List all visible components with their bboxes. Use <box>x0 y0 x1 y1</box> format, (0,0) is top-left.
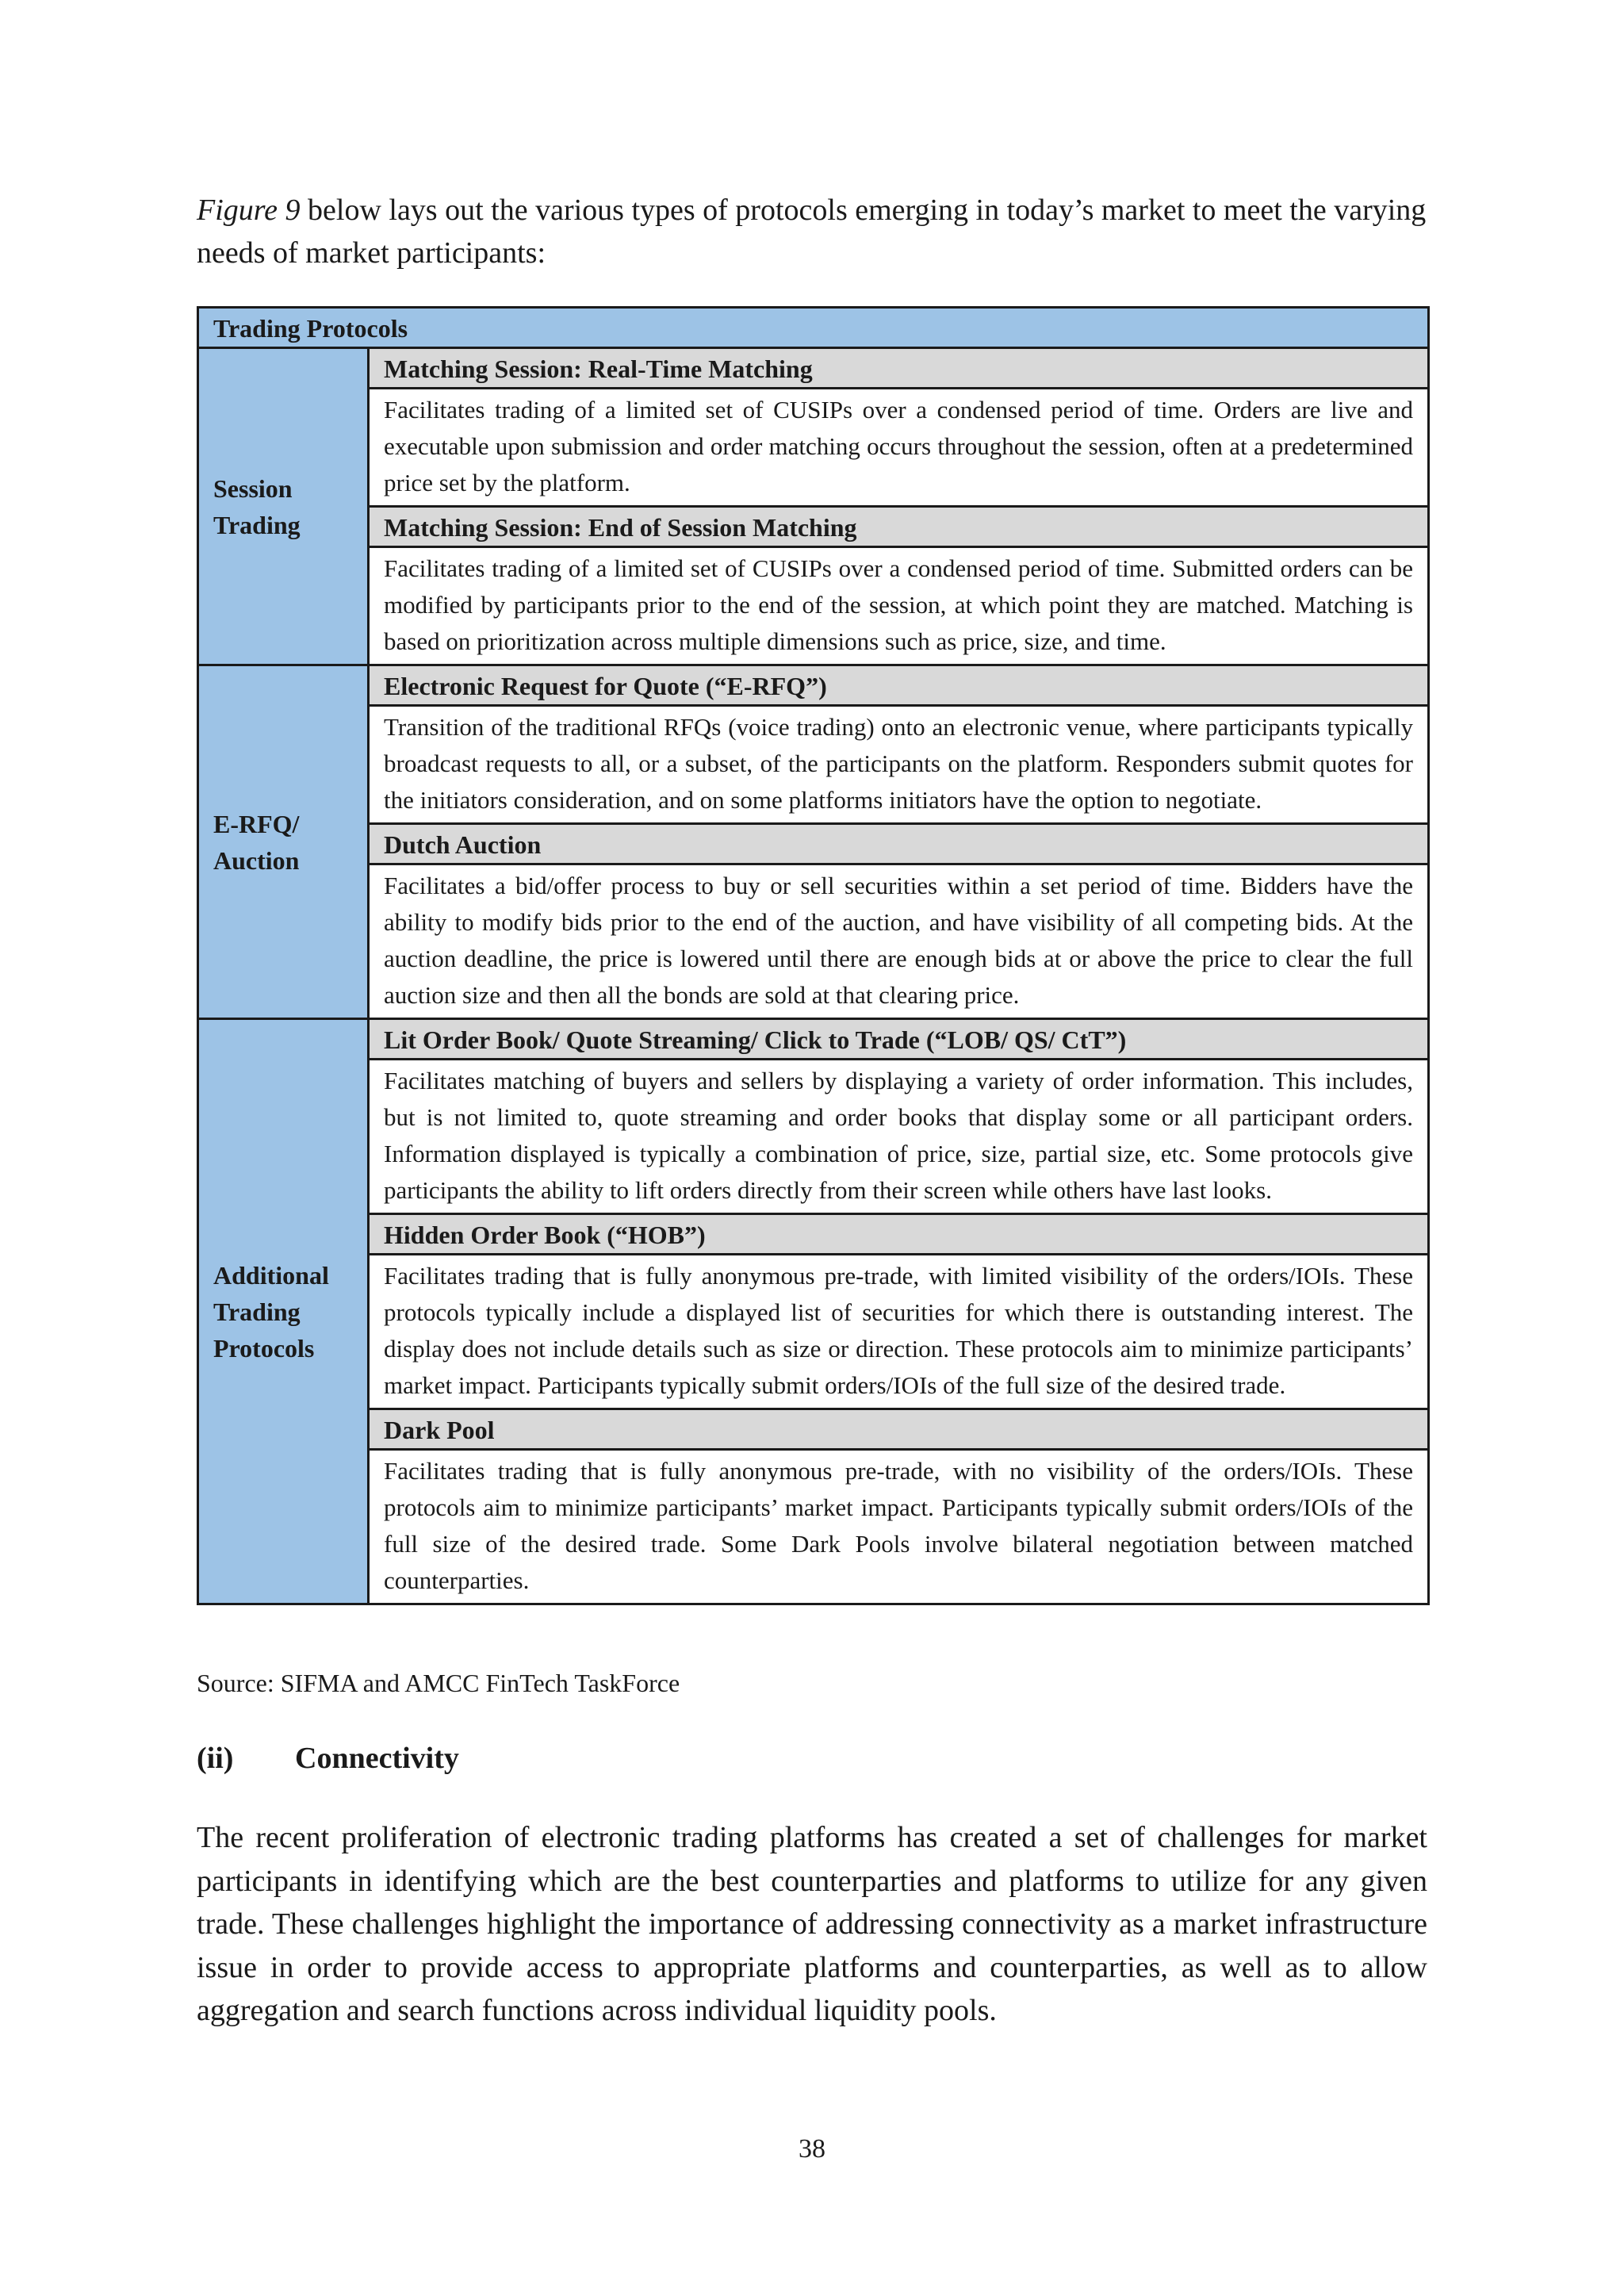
table-row <box>198 1060 1429 1214</box>
protocol-name: Electronic Request for Quote (“E-RFQ”) <box>369 665 1429 706</box>
category-label: Additional Trading Protocols <box>213 1260 329 1363</box>
protocol-description: Transition of the traditional RFQs (voice trading) onto an electronic venue, where participants typically broadcast requests to all, or a subset, of the participants on the platform. Responders submit quotes for the initiators consideration, and on some platforms initiators have the option to negotiate. <box>369 706 1429 824</box>
intro-text: below lays out the various types of protocols emerging in today’s market to meet the varying needs of market participants: <box>197 194 1427 270</box>
protocol-name: Dutch Auction <box>369 824 1429 864</box>
body-paragraph: The recent proliferation of electronic trading platforms has created a set of challenges for market participants in identifying which are the best counterparties and platforms to utilize for any given trade. These challenges highlight the importance of addressing connectivity as a market infrastructure issue in order to provide access to appropriate platforms and counterparties, as well as to allow aggregation and search functions across individual liquidity pools. <box>197 1821 1427 2027</box>
table-row <box>198 824 1429 864</box>
protocol-description: Facilitates matching of buyers and sellers by displaying a variety of order information. This includes, but is not limited to, quote streaming and order books that display some or all participant orders. Information displayed is typically a combination of price, size, partial size, etc. Some protocols give participants the ability to lift orders directly from their screen while others have last looks. <box>369 1060 1429 1214</box>
table-row <box>198 864 1429 1019</box>
protocol-description: Facilitates trading that is fully anonymous pre-trade, with limited visibility of the orders/IOIs. These protocols typically include a displayed list of securities for which there is outstanding interest. The display does not include details such as size or direction. These protocols aim to minimize participants’ market impact. Participants typically submit orders/IOIs of the full size of the desired trade. <box>369 1255 1429 1409</box>
page-number: 38 <box>799 2134 825 2164</box>
table-row <box>198 389 1429 507</box>
table-row <box>198 706 1429 824</box>
protocol-name: Lit Order Book/ Quote Streaming/ Click to Trade (“LOB/ QS/ CtT”) <box>369 1019 1429 1060</box>
protocol-name: Matching Session: Real-Time Matching <box>369 348 1429 389</box>
intro-paragraph <box>197 189 1427 274</box>
category-label: E-RFQ/ Auction <box>213 809 300 875</box>
table-row <box>198 547 1429 665</box>
protocol-description: Facilitates trading of a limited set of CUSIPs over a condensed period of time. Orders are live and executable upon submission and order matching occurs throughout the session, often at a predetermined price set by the platform. <box>369 389 1429 507</box>
category-additional-trading-protocols <box>198 1019 369 1604</box>
table-row <box>198 665 1429 706</box>
table-row <box>198 348 1429 389</box>
table-row <box>198 507 1429 547</box>
table-row <box>198 1019 1429 1060</box>
protocol-description: Facilitates a bid/offer process to buy or sell securities within a set period of time. Bidders have the ability to modify bids prior to the end of the auction, and have visibility of all competing bids. At the auction deadline, the price is lowered until there are enough bids at or above the price to clear the full auction size and then all the bonds are sold at that clearing price. <box>369 864 1429 1019</box>
table-title: Trading Protocols <box>198 308 1429 348</box>
trading-protocols-table <box>197 306 1430 1605</box>
protocol-name: Hidden Order Book (“HOB”) <box>369 1214 1429 1255</box>
section-number: (ii) <box>197 1742 234 1775</box>
protocol-name: Matching Session: End of Session Matching <box>369 507 1429 547</box>
table-row <box>198 1214 1429 1255</box>
section-title: Connectivity <box>295 1742 459 1775</box>
category-label: Session Trading <box>213 473 301 539</box>
section-heading <box>197 1737 459 1780</box>
protocol-description: Facilitates trading of a limited set of CUSIPs over a condensed period of time. Submitted orders can be modified by participants prior to the end of the session, at which point they are matched. Matching is based on prioritization across multiple dimensions such as price, size, and time. <box>369 547 1429 665</box>
table-row <box>198 1450 1429 1604</box>
figure-reference: Figure 9 <box>197 194 301 227</box>
source-note: Source: SIFMA and AMCC FinTech TaskForce <box>197 1669 680 1697</box>
category-erfq-auction <box>198 665 369 1019</box>
protocol-description: Facilitates trading that is fully anonymous pre-trade, with no visibility of the orders/IOIs. These protocols aim to minimize participants’ market impact. Participants typically submit orders/IOIs of the full size of the desired trade. Some Dark Pools involve bilateral negotiation between matched counterparties. <box>369 1450 1429 1604</box>
category-session-trading <box>198 348 369 665</box>
table-row <box>198 1255 1429 1409</box>
protocol-name: Dark Pool <box>369 1409 1429 1450</box>
table-row <box>198 1409 1429 1450</box>
table-title-row <box>198 308 1429 348</box>
